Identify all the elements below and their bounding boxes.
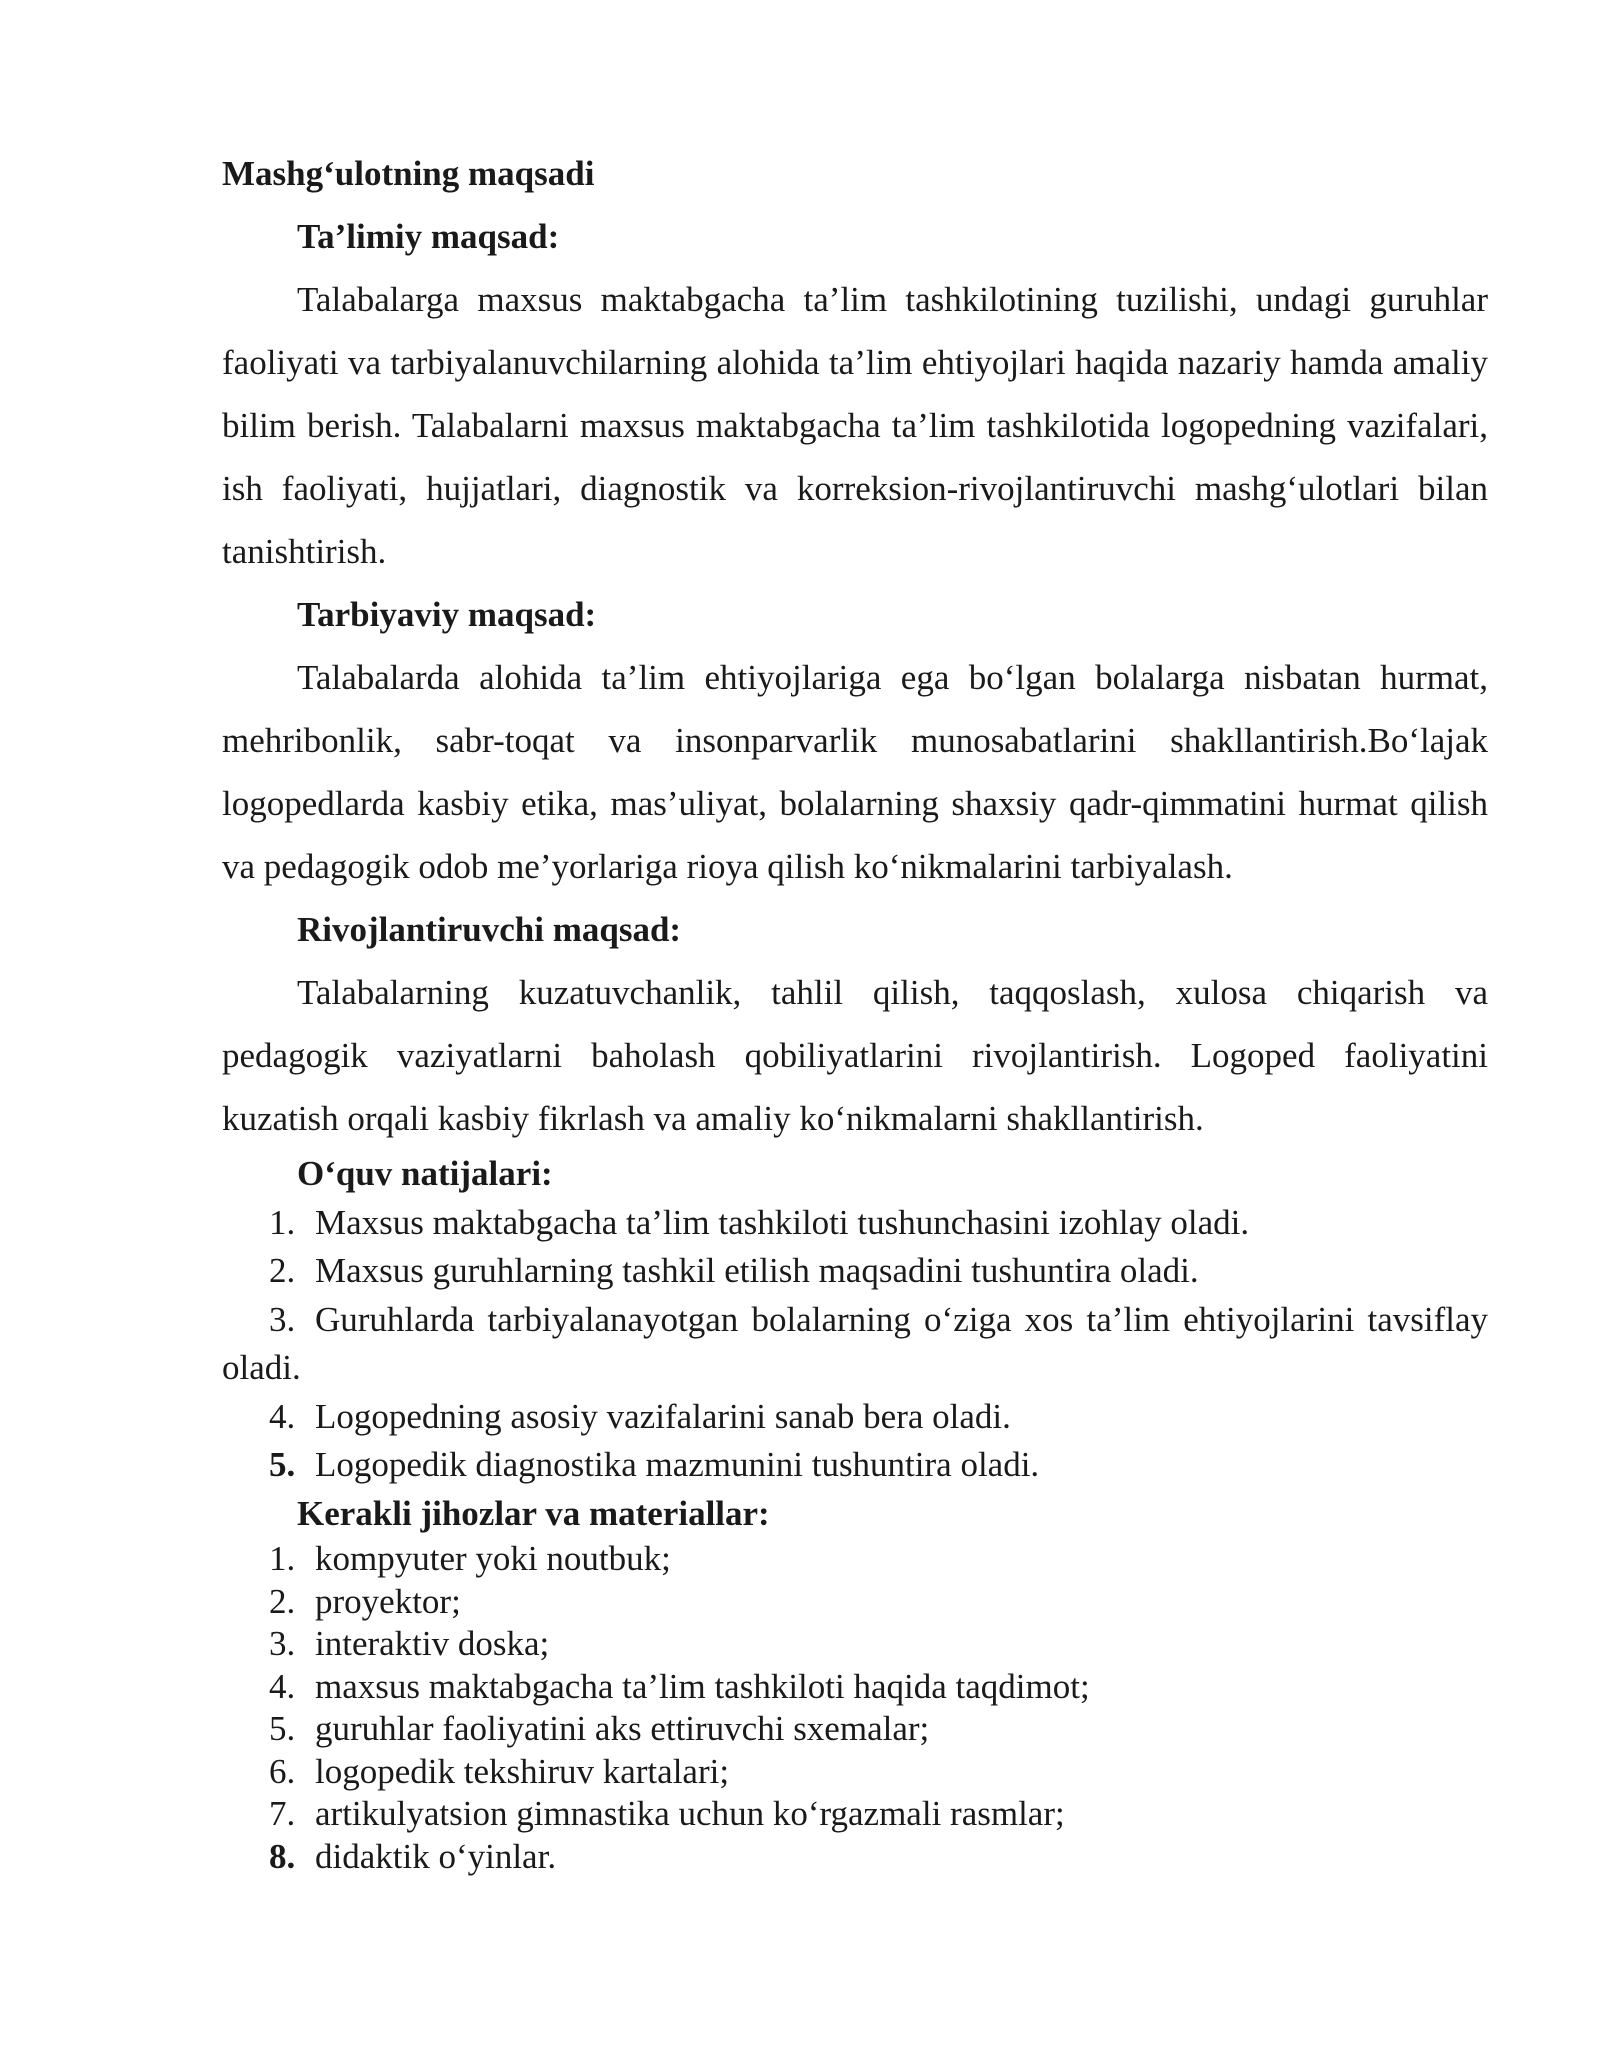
list-text: Logopedik diagnostika mazmunini tushuntira oladi. — [315, 1445, 1040, 1484]
list-text: Maxsus maktabgacha ta’lim tashkiloti tushunchasini izohlay oladi. — [315, 1202, 1250, 1242]
list-number: 1. — [269, 1539, 296, 1578]
materials-list — [222, 1538, 1488, 1878]
list-number: 1. — [269, 1202, 296, 1242]
list-number: 4. — [269, 1666, 296, 1706]
list-number: 2. — [269, 1581, 296, 1621]
list-item — [222, 1751, 1488, 1794]
talimiy-heading: Ta’limiy maqsad: — [297, 217, 560, 256]
document-title: Mashg‘ulotning maqsadi — [222, 154, 595, 193]
list-text: proyektor; — [315, 1581, 461, 1621]
list-number: 8. — [269, 1836, 296, 1876]
list-number: 3. — [269, 1624, 296, 1663]
list-number: 4. — [269, 1396, 296, 1436]
list-number: 2. — [269, 1251, 296, 1290]
tarbiyaviy-heading: Tarbiyaviy maqsad: — [297, 595, 597, 634]
list-number: 3. — [269, 1299, 296, 1339]
list-text: Guruhlarda tarbiyalanayotgan bolalarning o‘ziga xos ta’lim ehtiyojlarini tavsiflay oladi. — [222, 1299, 1488, 1387]
talimiy-paragraph: Talabalarga maxsus maktabgacha ta’lim tashkilotining tuzilishi, undagi guruhlar faoliyati va tarbiyalanuvchilarning alohida ta’lim ehtiyojlari haqida nazariy hamda amaliy bilim berish. Talabalarni maxsus maktabgacha ta’lim tashkilotida logopedning vazifalari, ish faoliyati, hujjatlari, diagnostik va korreksion-rivojlantiruvchi mashg‘ulotlari bilan tanishtirish. — [222, 280, 1488, 571]
list-text: kompyuter yoki noutbuk; — [315, 1539, 671, 1578]
materials-heading: Kerakli jihozlar va materiallar: — [297, 1493, 770, 1533]
document-page — [222, 142, 1488, 1878]
list-item — [222, 1296, 1488, 1393]
rivojlantiruvchi-heading: Rivojlantiruvchi maqsad: — [297, 910, 682, 949]
list-item — [222, 1708, 1488, 1751]
list-item — [222, 1836, 1488, 1879]
list-text: Maxsus guruhlarning tashkil etilish maqsadini tushuntira oladi. — [315, 1251, 1199, 1290]
list-item — [222, 1247, 1488, 1296]
list-text: didaktik o‘yinlar. — [315, 1836, 557, 1876]
list-text: Logopedning asosiy vazifalarini sanab bera oladi. — [315, 1396, 1011, 1436]
list-item — [222, 1581, 1488, 1624]
outcomes-list — [222, 1199, 1488, 1490]
list-item — [222, 1199, 1488, 1248]
list-item — [222, 1393, 1488, 1442]
list-item — [222, 1793, 1488, 1836]
list-item — [222, 1666, 1488, 1709]
list-number: 6. — [269, 1751, 296, 1791]
outcomes-heading: O‘quv natijalari: — [297, 1154, 553, 1193]
list-item — [222, 1538, 1488, 1581]
list-number: 5. — [269, 1709, 296, 1748]
list-text: guruhlar faoliyatini aks ettiruvchi sxemalar; — [315, 1709, 930, 1748]
list-text: maxsus maktabgacha ta’lim tashkiloti haqida taqdimot; — [315, 1666, 1090, 1706]
list-number: 5. — [269, 1445, 296, 1484]
list-text: artikulyatsion gimnastika uchun ko‘rgazmali rasmlar; — [315, 1794, 1065, 1833]
list-text: interaktiv doska; — [315, 1624, 550, 1663]
list-text: logopedik tekshiruv kartalari; — [315, 1751, 730, 1791]
list-number: 7. — [269, 1794, 296, 1833]
list-item — [222, 1623, 1488, 1666]
rivojlantiruvchi-paragraph: Talabalarning kuzatuvchanlik, tahlil qilish, taqqoslash, xulosa chiqarish va pedagogik vaziyatlarni baholash qobiliyatlarini rivojlantirish. Logoped faoliyatini kuzatish orqali kasbiy fikrlash va amaliy ko‘nikmalarni shakllantirish. — [222, 973, 1488, 1138]
list-item — [222, 1441, 1488, 1490]
tarbiyaviy-paragraph: Talabalarda alohida ta’lim ehtiyojlariga ega bo‘lgan bolalarga nisbatan hurmat, mehribonlik, sabr-toqat va insonparvarlik munosabatlarini shakllantirish.Bo‘lajak logopedlarda kasbiy etika, mas’uliyat, bolalarning shaxsiy qadr-qimmatini hurmat qilish va pedagogik odob me’yorlariga rioya qilish ko‘nikmalarini tarbiyalash. — [222, 658, 1488, 886]
